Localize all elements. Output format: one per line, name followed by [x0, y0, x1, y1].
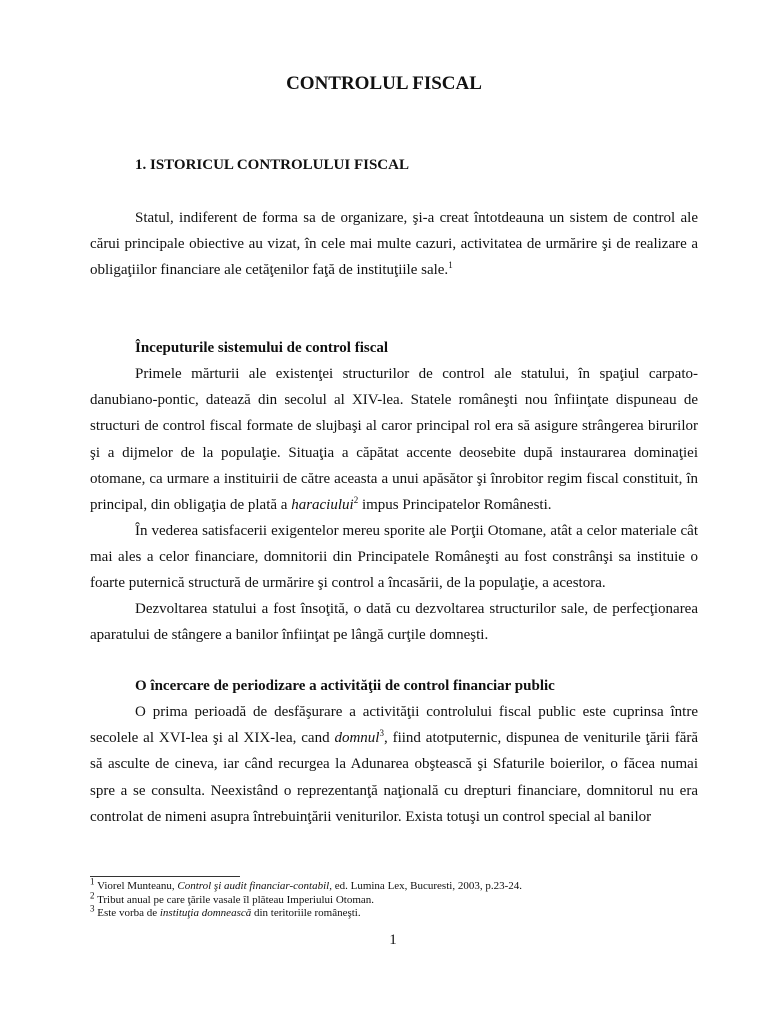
- paragraph-5: [90, 699, 698, 830]
- footnote-1-text: Viorel Munteanu,: [97, 880, 175, 892]
- footnote-3-number: 3: [90, 903, 95, 914]
- paragraph-4: Dezvoltarea statului a fost însoţită, o dată cu dezvoltarea structurilor sale, de perfecţionarea aparatului de stângere a banilor înfiinţat pe lângă curţile domneşti.: [90, 601, 698, 644]
- subheading-periodization: O încercare de periodizare a activităţii de control financiar public: [135, 678, 555, 694]
- paragraph-5-italic-term: domnul: [334, 730, 380, 747]
- footnote-ref-1: 1: [448, 260, 453, 271]
- footnote-3-text: Este vorba de: [97, 907, 158, 919]
- footnote-3-text-end: din teritoriile româneşti.: [253, 907, 361, 919]
- paragraph-2-text: Primele mărturii ale existenţei structurilor de control ale statului, în spaţiul carpato-danubiano-pontic, datează din secolul al XIV-lea. Statele româneşti nou înfiinţate dispuneau de structuri de control fiscal formate de slujbaşi al caror principal rol era să asigure strângerea birurilor şi a dijmelor de la populaţie. Situaţia a căpătat accente deosebite după instaurarea dominaţiei otomane, ca urmare a instituirii de către aceasta a unui apăsător şi înrobitor regim fiscal constituit, în principal, din obligaţia de plată a: [90, 366, 698, 514]
- footnote-2: [90, 890, 710, 907]
- footnote-1-number: 1: [90, 876, 95, 887]
- paragraph-5-text: O prima perioadă de desfăşurare a activităţii controlului fiscal public este cuprinsa între secolele al XVI-lea şi al XIX-lea, cand: [90, 704, 698, 747]
- footnote-ref-2: 2: [353, 495, 359, 506]
- paragraph-2-italic-term: haraciului: [291, 497, 354, 514]
- paragraph-3: În vederea satisfacerii exigentelor mereu sporite ale Porţii Otomane, atât a celor materiale cât mai ales a celor financiare, domnitorii din Principatele Româneşti au fost constrânşi sa instituie o foarte puternică structură de urmărire şi control a încasării, de la populaţie, a acestora.: [90, 523, 698, 592]
- page-number: 1: [389, 932, 397, 948]
- footnote-separator: [90, 876, 240, 877]
- footnote-2-number: 2: [90, 890, 95, 901]
- section-heading: 1. ISTORICUL CONTROLULUI FISCAL: [135, 157, 409, 173]
- footnote-1-text-end: , ed. Lumina Lex, Bucuresti, 2003, p.23-24.: [329, 880, 522, 892]
- paragraph-2-text-end: impus Principatelor Românesti.: [361, 497, 552, 514]
- paragraph-5-text-end: , fiind atotputernic, dispunea de veniturile ţării fără să asculte de cineva, iar când recurgea la Adunarea obştească şi Sfaturile boierilor, o făcea numai spre a se consulta. Neexistând o reprezentanţă naţională cu drepturi financiare, domnitorul nu era controlat de nimeni asupra întrebuinţării veniturilor. Exista totuşi un control special al banilor: [90, 730, 699, 825]
- page-title: CONTROLUL FISCAL: [286, 73, 482, 94]
- paragraph-1: [90, 205, 698, 284]
- footnote-2-text: Tribut anual pe care ţările vasale îl plăteau Imperiului Otoman.: [97, 894, 375, 906]
- footnote-ref-3: 3: [379, 728, 384, 739]
- footnote-3: [90, 903, 710, 920]
- footnote-3-italic-term: instituţia domnească: [159, 907, 252, 919]
- paragraph-1-text: Statul, indiferent de forma sa de organizare, şi-a creat întotdeauna un sistem de control ale cărui principale obiective au vizat, în cele mai multe cazuri, activitatea de urmărire şi de realizare a obligaţiilor financiare ale cetăţenilor faţă de instituţiile sale.: [90, 210, 698, 279]
- footnote-1-italic-title: Control şi audit financiar-contabil: [177, 880, 330, 892]
- subheading-beginnings: Începuturile sistemului de control fiscal: [135, 340, 389, 356]
- paragraph-2: [90, 361, 698, 518]
- footnote-1: [90, 876, 710, 893]
